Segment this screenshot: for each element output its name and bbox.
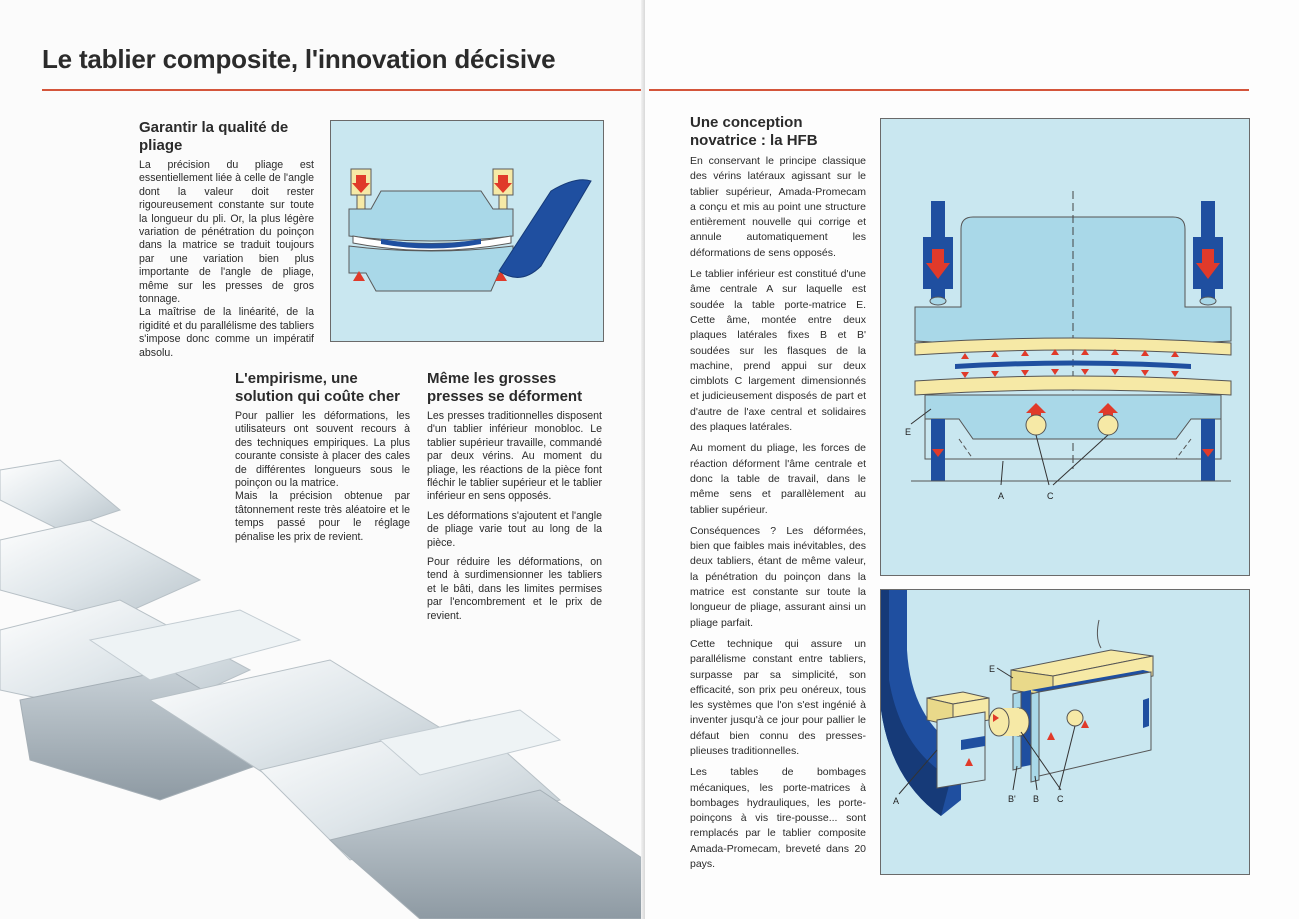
page-title: Le tablier composite, l'innovation décisive: [42, 44, 556, 74]
deflection-diagram: [330, 120, 604, 342]
presses-paragraph-1: Les presses traditionnelles disposent d'un tablier inférieur monobloc. Le tablier supérieur travaille, commandé par deux vérins. Au moment du pliage, les réactions de la pièce font fléchir le tablier supérieur et le tablier inférieur en sens opposés.: [427, 410, 602, 503]
conception-paragraph-2: Le tablier inférieur est constitué d'une âme centrale A sur laquelle est soudée la table porte-matrice E. Cette âme, montée entre deux plaques latérales fixes B et B' soudées sur les flasques de la machine, prend appui sur deux cimblots C largement dimensionnés et judicieusement disposés de part et d'autre de l'axe central et solidaires des plaques latérales.: [690, 268, 866, 434]
conception-section: [690, 114, 866, 872]
iso-label-b-prime: B': [1008, 794, 1016, 804]
label-a: A: [998, 491, 1005, 501]
empirisme-paragraph-2: Mais la précision obtenue par tâtonnement reste très aléatoire et le temps passé pour le réglage pénalise les prix de revient.: [235, 490, 410, 543]
title-rule-right: [649, 89, 1249, 91]
conception-paragraph-4: Conséquences ? Les déformées, bien que faibles mais inévitables, des deux tabliers, étant de même valeur, la pénétration du poinçon dans la matrice est constante sur toute la longueur de pliage, assurant ainsi un pliage parfait.: [690, 524, 866, 629]
presses-section: [427, 370, 602, 629]
conception-paragraph-1: En conservant le principe classique des vérins latéraux agissant sur le tablier supérieur, Amada-Promecam a conçu et mis au point une structure entièrement nouvelle qui corrige et annule automatiquement les déformations de sens opposés.: [690, 155, 866, 259]
iso-label-a: A: [893, 796, 900, 806]
right-page: [645, 0, 1299, 919]
empirisme-heading: L'empirisme, une solution qui coûte cher: [235, 370, 401, 405]
label-e: E: [905, 427, 912, 437]
hfb-front-drawing: [881, 119, 1249, 575]
deflection-drawing: [331, 121, 603, 341]
presses-heading: Même les grosses presses se déforment: [427, 370, 583, 405]
hfb-front-diagram: [880, 118, 1250, 576]
quality-paragraph-2: La maîtrise de la linéarité, de la rigidité et du parallélisme des tabliers s'impose donc comme un impératif absolu.: [139, 306, 314, 359]
iso-label-b: B: [1033, 794, 1040, 804]
presses-paragraph-3: Pour réduire les déformations, on tend à surdimensionner les tabliers et le bâti, dans les limites permises par l'encombrement et le prix de revient.: [427, 556, 602, 622]
quality-paragraph-1: La précision du pliage est essentiellement liée à celle de l'angle dont la valeur doit rester rigoureusement constante sur toute la longueur du pli. Or, la plus légère variation de pénétration du poinçon dans la matrice se traduit toujours par une variation bien plus importante de l'angle de pliage, même sur les presses de gros tonnage.: [139, 159, 314, 306]
hfb-iso-drawing: [881, 590, 1249, 874]
title-rule-left: [42, 89, 641, 91]
quality-heading: Garantir la qualité de pliage: [139, 119, 289, 154]
hfb-iso-diagram: [880, 589, 1250, 875]
empirisme-paragraph-1: Pour pallier les déformations, les utilisateurs ont souvent recours à des techniques empiriques. La plus courante consiste à placer des cales de différentes longueurs sous le poinçon ou la matrice.: [235, 410, 410, 490]
label-c: C: [1047, 491, 1054, 501]
presses-paragraph-2: Les déformations s'ajoutent et l'angle de pliage varie tout au long de la pièce.: [427, 509, 602, 549]
quality-section: [139, 119, 314, 360]
iso-label-e: E: [989, 664, 996, 674]
conception-paragraph-6: Les tables de bombages mécaniques, les porte-matrices à bombages hydrauliques, les porte-poinçons à vis tire-pousse... sont remplacés par le tablier composite Amada-Promecam, breveté dans 20 pays.: [690, 766, 866, 871]
conception-paragraph-5: Cette technique qui assure un parallélisme constant entre tabliers, surpasse par sa simplicité, son efficacité, son prix peu onéreux, tous les systèmes que l'on s'est ingénié à inventer jusqu'à ce jour pour pallier le défaut bien connu des presses-plieuses traditionnelles.: [690, 637, 866, 757]
empirisme-section: [235, 370, 410, 544]
left-page: [0, 0, 645, 919]
conception-heading: Une conception novatrice : la HFB: [690, 114, 818, 149]
conception-paragraph-3: Au moment du pliage, les forces de réaction déforment l'âme centrale et donc la table de travail, dans le même sens et parallèlement au tablier supérieur.: [690, 442, 866, 516]
iso-label-c: C: [1057, 794, 1064, 804]
